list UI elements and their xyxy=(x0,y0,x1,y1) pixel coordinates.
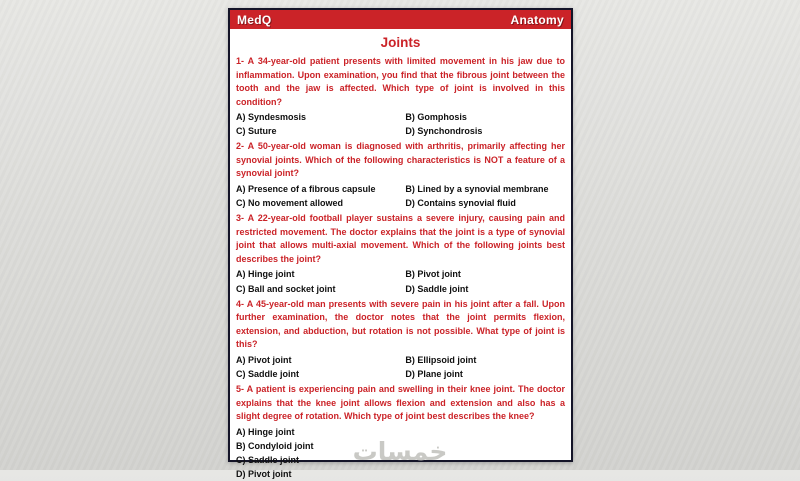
answer-option: B) Ellipsoid joint xyxy=(405,354,477,365)
question-text: 4- A 45-year-old man presents with severe pain in his joint after a fall. Upon further examination, the doctor notes that the joint permits flexion, extension, and abduction, but rotation is not possible. What type of joint is this? xyxy=(236,298,565,350)
answer-options xyxy=(236,267,565,295)
answer-option: C) Ball and socket joint xyxy=(236,283,336,294)
answer-options xyxy=(236,110,565,138)
brand-right: Anatomy xyxy=(510,12,564,27)
page-title: Joints xyxy=(380,35,421,50)
answer-option: B) Condyloid joint xyxy=(236,440,314,451)
answer-option: A) Presence of a fibrous capsule xyxy=(236,183,376,194)
answer-option: B) Lined by a synovial membrane xyxy=(405,183,549,194)
question-4 xyxy=(236,298,565,381)
answer-options xyxy=(236,353,565,381)
answer-options xyxy=(236,182,565,210)
answer-option: D) Contains synovial fluid xyxy=(405,198,516,209)
answer-option: A) Hinge joint xyxy=(236,426,295,437)
watermark-text: خمسات xyxy=(352,437,448,466)
quiz-content xyxy=(230,35,571,481)
question-3 xyxy=(236,212,565,295)
question-text: 2- A 50-year-old woman is diagnosed with arthritis, primarily affecting her synovial joints. Which of the following characteristics is NOT a feature of a synovial joint? xyxy=(236,141,565,179)
answer-option: D) Synchondrosis xyxy=(405,126,483,137)
answer-option: B) Gomphosis xyxy=(405,112,467,122)
brand-left: MedQ xyxy=(237,12,272,27)
answer-option: A) Pivot joint xyxy=(236,354,292,365)
question-2 xyxy=(236,140,565,210)
question-5 xyxy=(236,383,565,481)
question-text: 3- A 22-year-old football player sustains a severe injury, causing pain and restricted movement. The doctor explains that the joint is a type of synovial joint that allows multi-axial movement. Which of the following joints best describes the joint? xyxy=(236,213,565,264)
answer-option: D) Pivot joint xyxy=(236,469,292,480)
question-1 xyxy=(236,55,565,138)
answer-option: B) Pivot joint xyxy=(405,269,461,280)
answer-option: D) Saddle joint xyxy=(405,283,469,294)
answer-option: C) Saddle joint xyxy=(236,368,299,379)
answer-option: C) Suture xyxy=(236,126,277,137)
answer-option: C) Saddle joint xyxy=(236,455,299,466)
document-page xyxy=(228,8,573,480)
answer-option: A) Hinge joint xyxy=(236,269,295,280)
answer-option: C) No movement allowed xyxy=(236,198,344,209)
question-text: 5- A patient is experiencing pain and swelling in their knee joint. The doctor explains that the knee joint allows flexion and extension and also has a slight degree of rotation. Which type of joint best describes the knee? xyxy=(236,384,565,422)
answer-option: A) Syndesmosis xyxy=(236,112,307,122)
answer-option: D) Plane joint xyxy=(405,368,463,379)
question-text: 1- A 34-year-old patient presents with limited movement in his jaw due to inflammation. Upon examination, you find that the fibrous joint between the tooth and the jaw is affected. Which type of joint is involved in this condition? xyxy=(236,56,565,107)
page-header xyxy=(230,10,571,29)
